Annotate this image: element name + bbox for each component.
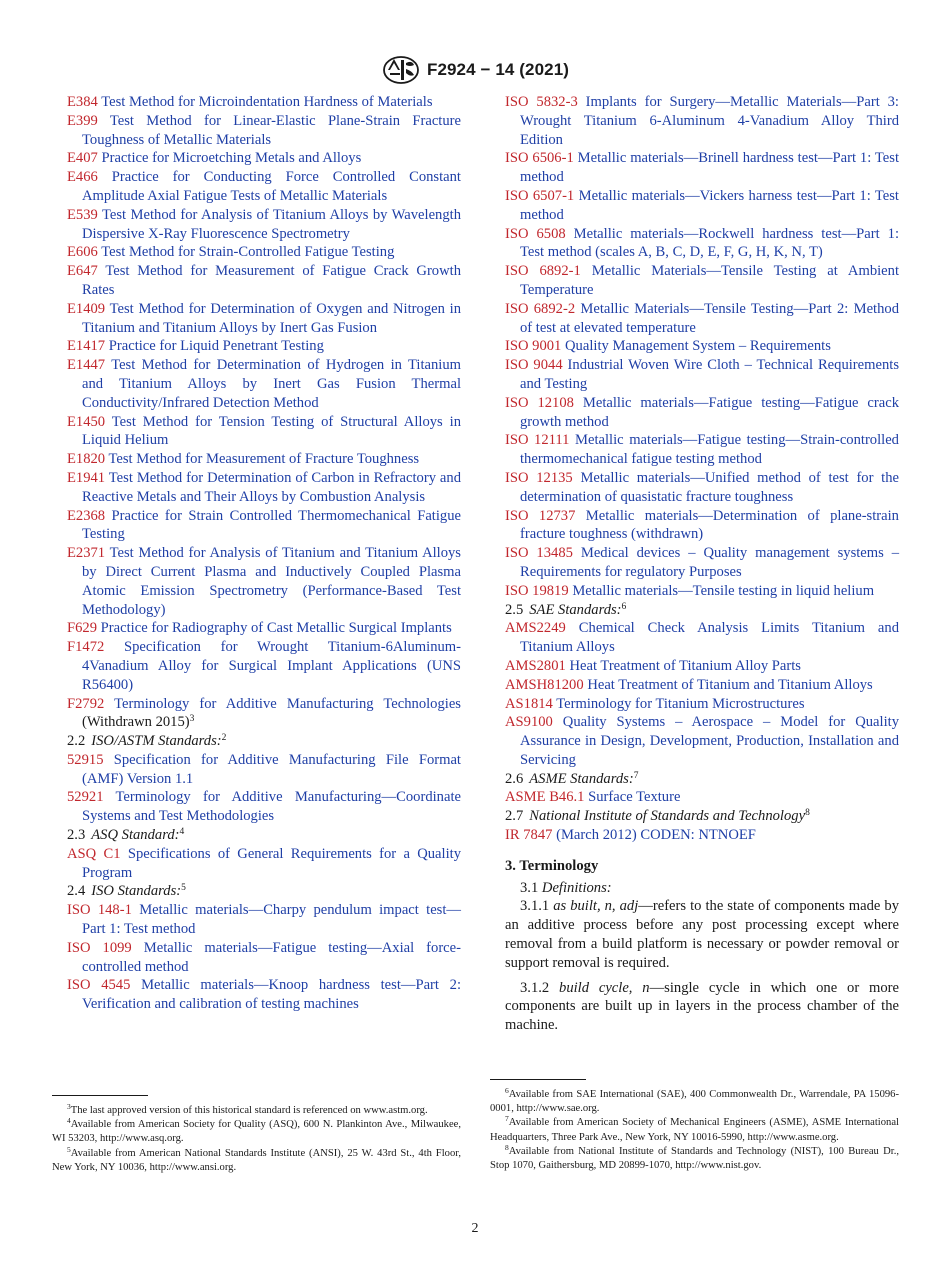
- reference-entry: [67, 845, 461, 883]
- reference-title-link[interactable]: Quality Systems – Aerospace – Model for Quality Assurance in Design, Development, Production, Installation and Servicing: [520, 714, 899, 768]
- reference-title-link[interactable]: Practice for Microetching Metals and Alloys: [101, 150, 362, 167]
- reference-entry: [505, 300, 899, 338]
- reference-code-link[interactable]: ISO 6508: [505, 225, 566, 242]
- reference-title-link[interactable]: Practice for Radiography of Cast Metallic Surgical Implants: [100, 620, 452, 637]
- reference-code-link[interactable]: E1941: [67, 469, 106, 486]
- reference-code-link[interactable]: E466: [67, 169, 98, 186]
- reference-title-link[interactable]: Test Method for Strain-Controlled Fatigue Testing: [101, 244, 395, 261]
- reference-title-link[interactable]: Metallic materials—Charpy pendulum impact test—Part 1: Test method: [82, 902, 462, 938]
- reference-title-link[interactable]: Metallic materials—Fatigue testing—Fatigue crack growth method: [520, 394, 899, 430]
- reference-code-link[interactable]: F629: [67, 620, 98, 637]
- reference-title-link[interactable]: Practice for Strain Controlled Thermomechanical Fatigue Testing: [82, 507, 461, 543]
- reference-title-link[interactable]: (March 2012) CODEN: NTNOEF: [556, 827, 756, 844]
- reference-title-link[interactable]: Industrial Woven Wire Cloth – Technical Requirements and Testing: [520, 357, 899, 392]
- subsection-heading: [67, 826, 461, 845]
- reference-title-link[interactable]: Test Method for Measurement of Fracture Toughness: [108, 451, 420, 468]
- term-name: build cycle, n: [559, 979, 650, 996]
- reference-title-link[interactable]: Specification for Wrought Titanium-6Aluminum-4Vanadium Alloy for Surgical Implant Applications (UNS R56400): [82, 639, 461, 693]
- reference-entry: [505, 788, 899, 807]
- reference-entry: [505, 469, 899, 507]
- definitions-label: Definitions:: [541, 879, 612, 896]
- reference-entry: [67, 356, 461, 412]
- reference-entry: [505, 431, 899, 469]
- left-column: [67, 93, 461, 1014]
- terminology-section: [505, 857, 899, 1035]
- reference-entry: [505, 619, 899, 657]
- reference-title-link[interactable]: Quality Management System – Requirements: [565, 338, 831, 355]
- reference-code-link[interactable]: E407: [67, 150, 98, 167]
- reference-entry: [67, 976, 461, 1014]
- reference-code-link[interactable]: E647: [67, 263, 98, 280]
- reference-code-link[interactable]: E2368: [67, 507, 106, 524]
- reference-entry: [505, 713, 899, 769]
- reference-code-link[interactable]: E606: [67, 244, 98, 261]
- reference-entry: [505, 582, 899, 601]
- right-column: [505, 93, 899, 1035]
- reference-title-link[interactable]: Metallic Materials—Tensile Testing—Part 2: Method of test at elevated temperature: [520, 300, 899, 336]
- footnote-rule: [52, 1095, 148, 1096]
- reference-code-link[interactable]: E384: [67, 94, 98, 110]
- reference-entry: [505, 262, 899, 300]
- reference-entry: [67, 619, 461, 638]
- reference-code-link[interactable]: ISO 12737: [505, 507, 576, 524]
- document-designation: F2924 − 14 (2021): [426, 60, 570, 79]
- reference-title-link[interactable]: Specification for Additive Manufacturing File Format (AMF) Version 1.1: [82, 751, 461, 787]
- subsection-heading: [505, 807, 899, 826]
- reference-title-link[interactable]: Metallic materials—Fatigue testing—Strain-controlled thermomechanical fatigue testing method: [520, 432, 899, 468]
- footnote: [490, 1142, 899, 1173]
- reference-code-link[interactable]: ISO 6892-2: [505, 300, 576, 317]
- subsection-name: ISO Standards:: [91, 883, 182, 900]
- reference-title-link[interactable]: Chemical Check Analysis Limits Titanium and Titanium Alloys: [520, 620, 899, 656]
- subsection-name: SAE Standards:: [529, 601, 622, 618]
- reference-code-link[interactable]: ASME B46.1: [505, 789, 585, 806]
- right-column-references: [505, 93, 899, 845]
- reference-code-link[interactable]: AMSH81200: [505, 676, 584, 693]
- reference-entry: [67, 413, 461, 451]
- reference-code-link[interactable]: E539: [67, 206, 98, 223]
- reference-title-link[interactable]: Test Method for Microindentation Hardness of Materials: [101, 94, 433, 110]
- footnote-number: 7: [505, 1114, 509, 1124]
- subsection-number: 2.3: [67, 827, 86, 844]
- reference-entry: [67, 469, 461, 507]
- footnotes-left: [52, 1095, 461, 1175]
- reference-title-link[interactable]: Surface Texture: [588, 789, 681, 806]
- reference-title-link[interactable]: Practice for Liquid Penetrant Testing: [108, 338, 324, 355]
- footnote-rule: [490, 1079, 586, 1080]
- term-name: as built, n, adj: [553, 898, 639, 915]
- subsection-number: 2.6: [505, 770, 524, 787]
- reference-entry: [67, 262, 461, 300]
- footnote-number: 6: [505, 1086, 509, 1095]
- reference-code-link[interactable]: ISO 9044: [505, 357, 563, 374]
- reference-entry: [67, 149, 461, 168]
- reference-title-link[interactable]: Specifications of General Requirements for a Quality Program: [82, 845, 461, 881]
- reference-title-link[interactable]: Test Method for Analysis of Titanium and Titanium Alloys by Direct Current Plasma and Inductively Coupled Plasma Atomic Emission Spectrometry (Performance-Based Test Methodology): [82, 545, 461, 618]
- reference-title-link[interactable]: Terminology for Additive Manufacturing—Coordinate Systems and Test Methodologies: [82, 789, 461, 825]
- reference-code-link[interactable]: AMS2249: [505, 620, 566, 637]
- footnote-number: 8: [505, 1142, 509, 1152]
- reference-code-link[interactable]: ISO 12111: [505, 432, 570, 449]
- reference-entry: [505, 356, 899, 394]
- reference-code-link[interactable]: 52921: [67, 789, 104, 806]
- reference-entry: [505, 394, 899, 432]
- subsection-number: 2.4: [67, 883, 86, 900]
- subsection-name: ASME Standards:: [529, 770, 634, 787]
- definitions-subheading: [505, 879, 899, 898]
- page-header: [0, 55, 950, 85]
- reference-entry: [505, 149, 899, 187]
- reference-title-link[interactable]: Test Method for Determination of Carbon in Refractory and Reactive Metals and Their Alloys by Combustion Analysis: [82, 469, 461, 505]
- subsection-name: National Institute of Standards and Technology: [529, 808, 806, 825]
- reference-code-link[interactable]: ISO 13485: [505, 545, 573, 562]
- reference-title-link[interactable]: Metallic materials—Rockwell hardness test—Part 1: Test method (scales A, B, C, D, E, F, G, H, K, N, T): [520, 225, 899, 261]
- reference-entry: [505, 507, 899, 545]
- reference-title-link[interactable]: Test Method for Analysis of Titanium Alloys by Wavelength Dispersive X-Ray Fluorescence Spectrometry: [82, 206, 461, 242]
- reference-code-link[interactable]: ISO 9001: [505, 338, 562, 355]
- footnote: [490, 1116, 899, 1144]
- term-definition: [505, 897, 899, 972]
- reference-title-link[interactable]: Medical devices – Quality management systems – Requirements for regulatory Purposes: [520, 545, 900, 580]
- reference-entry: [67, 243, 461, 262]
- reference-code-link[interactable]: ISO 6892-1: [505, 263, 581, 280]
- page-number: 2: [471, 1221, 479, 1236]
- footnote-marker: 3: [189, 714, 195, 725]
- reference-code-link[interactable]: ISO 12135: [505, 469, 573, 486]
- reference-entry: [67, 695, 461, 733]
- reference-code-link[interactable]: E2371: [67, 545, 106, 562]
- reference-entry: [67, 544, 461, 619]
- reference-entry: [67, 168, 461, 206]
- subsection-number: 2.7: [505, 808, 524, 825]
- reference-code-link[interactable]: ISO 148-1: [67, 902, 132, 919]
- subsection-name: ISO/ASTM Standards:: [91, 733, 222, 750]
- reference-title-link[interactable]: Terminology for Additive Manufacturing Technologies: [114, 695, 461, 712]
- reference-title-link[interactable]: Metallic materials—Brinell hardness test—Part 1: Test method: [520, 150, 900, 186]
- footnotes-right: [490, 1079, 899, 1173]
- reference-code-link[interactable]: ISO 5832-3: [505, 94, 578, 110]
- reference-title-link[interactable]: Practice for Conducting Force Controlled Constant Amplitude Axial Fatigue Tests of Metallic Materials: [82, 169, 461, 204]
- term-text: —single cycle in which one or more components are built up in layers in the process chamber of the machine.: [505, 979, 899, 1034]
- footnote-marker: 7: [633, 770, 639, 781]
- subsection-number: 2.5: [505, 601, 524, 618]
- subsection-heading: [505, 770, 899, 789]
- footnote-number: 3: [67, 1102, 71, 1111]
- reference-code-link[interactable]: ASQ C1: [67, 845, 121, 862]
- footnote-text: Available from SAE International (SAE), 400 Commonwealth Dr., Warrendale, PA 15096-0001, http://www.sae.org.: [490, 1089, 899, 1115]
- reference-title-link[interactable]: Metallic materials—Determination of plane-strain fracture toughness (withdrawn): [520, 507, 899, 543]
- reference-title-link[interactable]: Metallic materials—Fatigue testing—Axial force-controlled method: [82, 939, 461, 975]
- reference-title-link[interactable]: Test Method for Linear-Elastic Plane-Strain Fracture Toughness of Metallic Materials: [82, 112, 462, 148]
- reference-title-link[interactable]: Test Method for Determination of Hydrogen in Titanium and Titanium Alloys by Inert Gas Fusion Thermal Conductivity/Infrared Detection Method: [82, 357, 461, 411]
- reference-title-link[interactable]: Metallic materials—Vickers harness test—Part 1: Test method: [520, 187, 899, 223]
- reference-title-link[interactable]: Test Method for Determination of Oxygen and Nitrogen in Titanium and Titanium Alloys by Inert Gas Fusion: [82, 300, 461, 336]
- reference-title-link[interactable]: Metallic materials—Tensile testing in liquid helium: [572, 582, 875, 599]
- reference-title-link[interactable]: Metallic Materials—Tensile Testing at Ambient Temperature: [520, 263, 899, 298]
- withdrawn-note: (Withdrawn 2015): [82, 714, 190, 731]
- reference-entry: [67, 901, 461, 939]
- footnote-text: Available from American Society of Mechanical Engineers (ASME), ASME International Headquarters, Three Park Ave., New York, NY 10016-5990, http://www.asme.org.: [490, 1117, 899, 1143]
- reference-title-link[interactable]: Test Method for Measurement of Fatigue Crack Growth Rates: [82, 263, 461, 298]
- footnote-marker: 4: [179, 827, 185, 838]
- footnote-marker: 5: [181, 883, 186, 894]
- reference-title-link[interactable]: Metallic materials—Knoop hardness test—Part 2: Verification and calibration of testing machines: [82, 977, 462, 1013]
- reference-entry: [67, 638, 461, 694]
- footnote: [52, 1118, 461, 1146]
- reference-entry: [67, 337, 461, 356]
- subsection-heading: [505, 601, 899, 620]
- reference-entry: [505, 93, 899, 149]
- reference-code-link[interactable]: E1820: [67, 451, 106, 468]
- reference-code-link[interactable]: E1450: [67, 413, 106, 430]
- reference-entry: [505, 695, 899, 714]
- reference-code-link[interactable]: AS1814: [505, 695, 553, 712]
- footnote-number: 4: [67, 1116, 71, 1126]
- reference-title-link[interactable]: Heat Treatment of Titanium Alloy Parts: [569, 657, 801, 674]
- reference-code-link[interactable]: E1409: [67, 300, 106, 317]
- reference-code-link[interactable]: E1417: [67, 338, 106, 355]
- footnote-text: The last approved version of this historical standard is referenced on www.astm.org.: [70, 1105, 428, 1116]
- footnote: [52, 1144, 461, 1175]
- reference-entry: [505, 676, 899, 695]
- reference-entry: [67, 206, 461, 244]
- reference-entry: [505, 657, 899, 676]
- term-text: —refers to the state of components made by an additive process before any post processing except where removal from a build platform is necessary or powder removal or support removal is required.: [505, 898, 900, 971]
- reference-entry: [67, 788, 461, 826]
- reference-code-link[interactable]: ISO 1099: [67, 939, 132, 956]
- reference-entry: [67, 93, 461, 112]
- reference-title-link[interactable]: Implants for Surgery—Metallic Materials—Part 3: Wrought Titanium 6-Aluminum 4-Vanadium Alloy Third Edition: [520, 94, 899, 148]
- reference-code-link[interactable]: E1447: [67, 357, 106, 374]
- footnote-text: Available from National Institute of Standards and Technology (NIST), 100 Bureau Dr., Stop 1070, Gaithersburg, MD 20899-1070, http://www.nist.gov.: [490, 1145, 899, 1172]
- reference-entry: [67, 751, 461, 789]
- reference-code-link[interactable]: ISO 12108: [505, 394, 574, 411]
- subsection-number: 2.2: [67, 733, 86, 750]
- term-number: 3.1.2: [520, 979, 550, 996]
- reference-entry: [505, 187, 899, 225]
- reference-code-link[interactable]: ISO 6506-1: [505, 150, 574, 167]
- reference-entry: [505, 826, 899, 845]
- reference-entry: [67, 507, 461, 545]
- terminology-heading: 3. Terminology: [505, 857, 599, 874]
- reference-entry: [67, 450, 461, 469]
- reference-title-link[interactable]: Terminology for Titanium Microstructures: [556, 695, 805, 712]
- reference-title-link[interactable]: Test Method for Tension Testing of Structural Alloys in Liquid Helium: [82, 413, 461, 449]
- term-definition: [505, 979, 899, 1035]
- definitions-number: 3.1: [520, 879, 539, 896]
- footnote-marker: 8: [805, 808, 810, 819]
- reference-code-link[interactable]: AS9100: [505, 714, 553, 731]
- reference-title-link[interactable]: Heat Treatment of Titanium and Titanium Alloys: [587, 676, 873, 693]
- reference-code-link[interactable]: E399: [67, 112, 98, 129]
- reference-code-link[interactable]: ISO 19819: [505, 582, 569, 599]
- reference-code-link[interactable]: 52915: [67, 751, 104, 768]
- subsection-heading: [67, 732, 461, 751]
- subsection-name: ASQ Standard:: [91, 827, 180, 844]
- footnote-text: Available from American Society for Quality (ASQ), 600 N. Plankinton Ave., Milwaukee, WI 53203, http://www.asq.org.: [52, 1119, 461, 1145]
- footnote: [52, 1104, 461, 1118]
- reference-entry: [505, 225, 899, 263]
- reference-entry: [67, 939, 461, 977]
- reference-entry: [67, 112, 461, 150]
- footnote-marker: 6: [621, 601, 627, 612]
- reference-code-link[interactable]: ISO 4545: [67, 977, 131, 994]
- reference-code-link[interactable]: ISO 6507-1: [505, 187, 575, 204]
- footnote-text: Available from American National Standards Institute (ANSI), 25 W. 43rd St., 4th Floor, New York, NY 10036, http://www.ansi.org.: [52, 1147, 461, 1173]
- reference-code-link[interactable]: F1472: [67, 639, 105, 656]
- reference-code-link[interactable]: F2792: [67, 695, 105, 712]
- footnote-number: 5: [67, 1144, 71, 1154]
- reference-entry: [505, 337, 899, 356]
- subsection-heading: [67, 882, 461, 901]
- reference-entry: [67, 300, 461, 338]
- term-number: 3.1.1: [520, 898, 550, 915]
- astm-logo-icon: [381, 55, 421, 85]
- reference-entry: [505, 544, 899, 582]
- footnote-marker: 2: [221, 733, 227, 744]
- footnote: [490, 1088, 899, 1116]
- reference-code-link[interactable]: IR 7847: [505, 827, 553, 844]
- reference-title-link[interactable]: Metallic materials—Unified method of test for the determination of quasistatic fracture toughness: [520, 469, 899, 505]
- reference-code-link[interactable]: AMS2801: [505, 657, 566, 674]
